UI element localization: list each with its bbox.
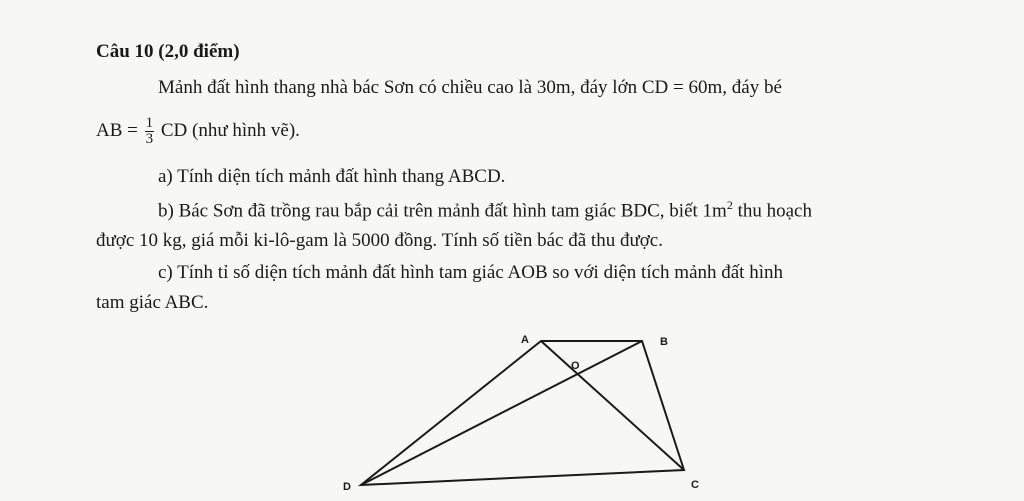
intro-line-1: Mảnh đất hình thang nhà bác Sơn có chiều cao là 30m, đáy lớn CD = 60m, đáy bé bbox=[158, 77, 782, 98]
cd-text: CD (như hình vẽ). bbox=[160, 119, 300, 141]
fraction-denominator: 3 bbox=[145, 131, 154, 147]
trapezoid-abcd bbox=[361, 341, 684, 485]
diagonal-bd bbox=[361, 341, 642, 485]
part-c-line-2: tam giác ABC. bbox=[96, 292, 209, 313]
label-a: A bbox=[521, 334, 529, 346]
question-title: Câu 10 (2,0 điểm) bbox=[96, 41, 240, 62]
label-b: B bbox=[660, 336, 668, 348]
label-d: D bbox=[343, 481, 351, 493]
part-b-text: b) Bác Sơn đã trồng rau bắp cải trên mảnh đất hình tam giác BDC, biết 1m bbox=[158, 200, 727, 222]
ab-equals: AB = bbox=[96, 119, 138, 141]
label-c: C bbox=[691, 479, 699, 491]
square-superscript: 2 bbox=[726, 198, 733, 212]
part-c-line-1: c) Tính tỉ số diện tích mảnh đất hình tam giác AOB so với diện tích mảnh đất hình bbox=[158, 262, 783, 283]
part-b-text-end: thu hoạch bbox=[732, 200, 812, 222]
part-a: a) Tính diện tích mảnh đất hình thang ABCD. bbox=[158, 166, 506, 187]
label-o: O bbox=[571, 360, 580, 372]
fraction-numerator: 1 bbox=[145, 115, 154, 131]
part-b-line-2: được 10 kg, giá mỗi ki-lô-gam là 5000 đồng. Tính số tiền bác đã thu được. bbox=[96, 230, 663, 251]
